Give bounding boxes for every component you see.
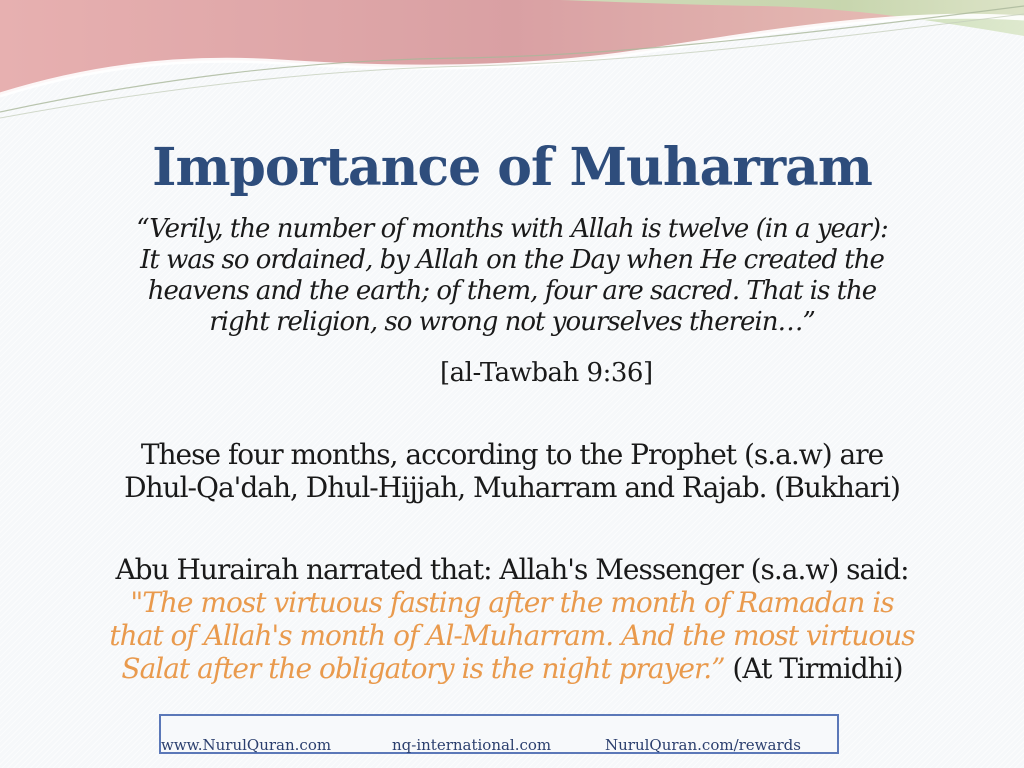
quote-line-4: right religion, so wrong not yourselves therein…” [209,307,815,337]
quote-line-3: heavens and the earth; of them, four are sacred. That is the [147,276,877,306]
quote-reference: [al-Tawbah 9:36] [440,358,653,388]
quote-line-2: It was so ordained, by Allah on the Day when He created the [140,245,884,275]
footer-link-nq-international[interactable]: nq-international.com [392,736,552,754]
footer-link-nurulquran[interactable]: www.NurulQuran.com [161,736,332,754]
hadith-quote-line-3: Salat after the obligatory is the night prayer.” [121,652,725,685]
footer-link-rewards[interactable]: NurulQuran.com/rewards [605,736,801,754]
slide-title: Importance of Muharram [152,137,872,198]
hadith-paragraph [40,553,984,685]
months-line-2: Dhul-Qa'dah, Dhul-Hijjah, Muharram and Rajab. (Bukhari) [124,471,900,504]
hadith-quote-line-1: "The most virtuous fasting after the month of Ramadan is [130,586,894,619]
quran-quote [60,214,964,338]
hadith-source: (At Tirmidhi) [732,652,903,685]
quote-line-1: “Verily, the number of months with Allah is twelve (in a year): [136,214,888,244]
hadith-intro: Abu Hurairah narrated that: Allah's Messenger (s.a.w) said: [115,553,909,586]
decorative-wave-header [0,0,1024,130]
sacred-months-paragraph [40,438,984,504]
months-line-1: These four months, according to the Prophet (s.a.w) are [140,438,884,471]
hadith-quote-line-2: that of Allah's month of Al-Muharram. And the most virtuous [109,619,915,652]
